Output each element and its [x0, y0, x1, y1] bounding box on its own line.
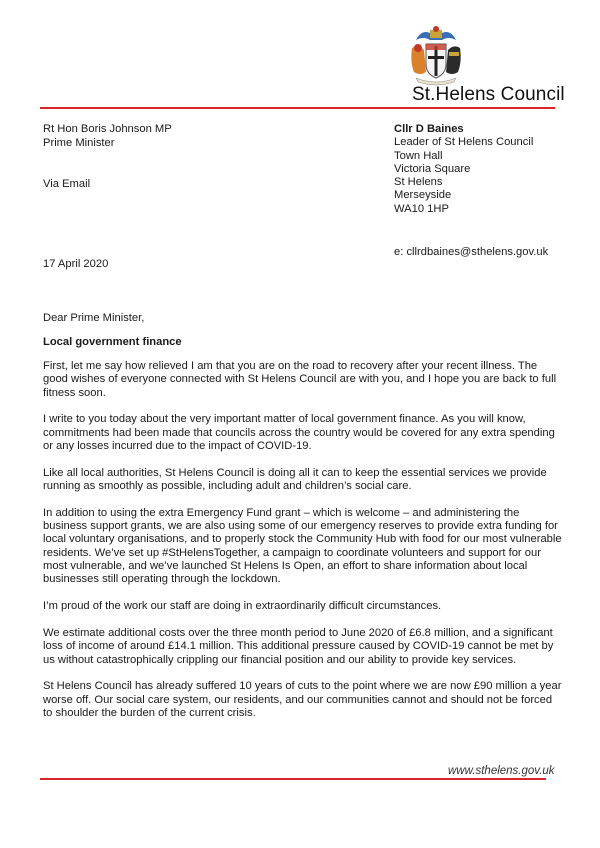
body-paragraph: Like all local authorities, St Helens Council is doing all it can to keep the essential services we provide running as smoothly as possible, including adult and children’s social care.	[43, 466, 547, 493]
sender-email: e: cllrdbaines@sthelens.gov.uk	[394, 246, 549, 259]
sender-address-line: Town Hall	[394, 149, 443, 162]
body-paragraph: We estimate additional costs over the three month period to June 2020 of £6.8 million, and a significant loss of income of around £14.1 million. This additional pressure caused by COVID-19 cannot be met by us without catastrophically crippling our financial position and our ability to provide key services.	[43, 626, 554, 666]
sender-address-line: Victoria Square	[394, 162, 471, 175]
sender-address-line: WA10 1HP	[394, 202, 449, 215]
sender-address-line: Leader of St Helens Council	[394, 136, 534, 149]
body-paragraph: In addition to using the extra Emergency Fund grant – which is welcome – and administering the business support grants, we are also using some of our emergency reserves to provide extra funding for local voluntary organisations, and to properly stock the Community Hub with food for our most vulnerable residents. We’ve set up #StHelensTogether, a campaign to coordinate volunteers and support for our most vulnerable, and we’ve launched St Helens Is Open, an effort to share information about local businesses still operating through the lockdown.	[43, 506, 562, 586]
council-coat-of-arms-icon	[408, 24, 464, 86]
letter-date: 17 April 2020	[43, 258, 109, 270]
recipient-title: Prime Minister	[43, 136, 115, 149]
header-divider	[40, 107, 555, 109]
sender-block	[394, 123, 548, 259]
body-paragraph: First, let me say how relieved I am that you are on the road to recovery after your recent illness. The good wishes of everyone connected with St Helens Council are with you, and I hope you are back to full fitness soon.	[43, 360, 557, 399]
body-paragraph: I’m proud of the work our staff are doing in extraordinarily difficult circumstances.	[43, 600, 442, 613]
sender-address-line: St Helens	[394, 176, 443, 189]
footer-divider	[40, 778, 546, 780]
footer-website-link[interactable]: www.sthelens.gov.uk	[448, 765, 555, 777]
body-paragraph: St Helens Council has already suffered 10 years of cuts to the point where we are now £90 million a year worse off. Our social care system, our residents, and our communities cannot and should not be forced to shoulder the burden of the current crisis.	[43, 680, 562, 719]
recipient-block	[43, 123, 172, 150]
letter-body	[43, 360, 563, 734]
delivery-method: Via Email	[43, 178, 91, 190]
sender-name: Cllr D Baines	[394, 123, 464, 135]
letter-subject: Local government finance	[43, 336, 182, 348]
salutation: Dear Prime Minister,	[43, 312, 145, 324]
council-name: St.Helens Council	[412, 84, 565, 105]
recipient-name: Rt Hon Boris Johnson MP	[43, 123, 172, 135]
sender-address-line: Merseyside	[394, 189, 452, 202]
body-paragraph: I write to you today about the very important matter of local government finance. As you will know, commitments had been made that councils across the country would be covered for any extra spending or any losses incurred due to the impact of COVID-19.	[43, 413, 555, 452]
